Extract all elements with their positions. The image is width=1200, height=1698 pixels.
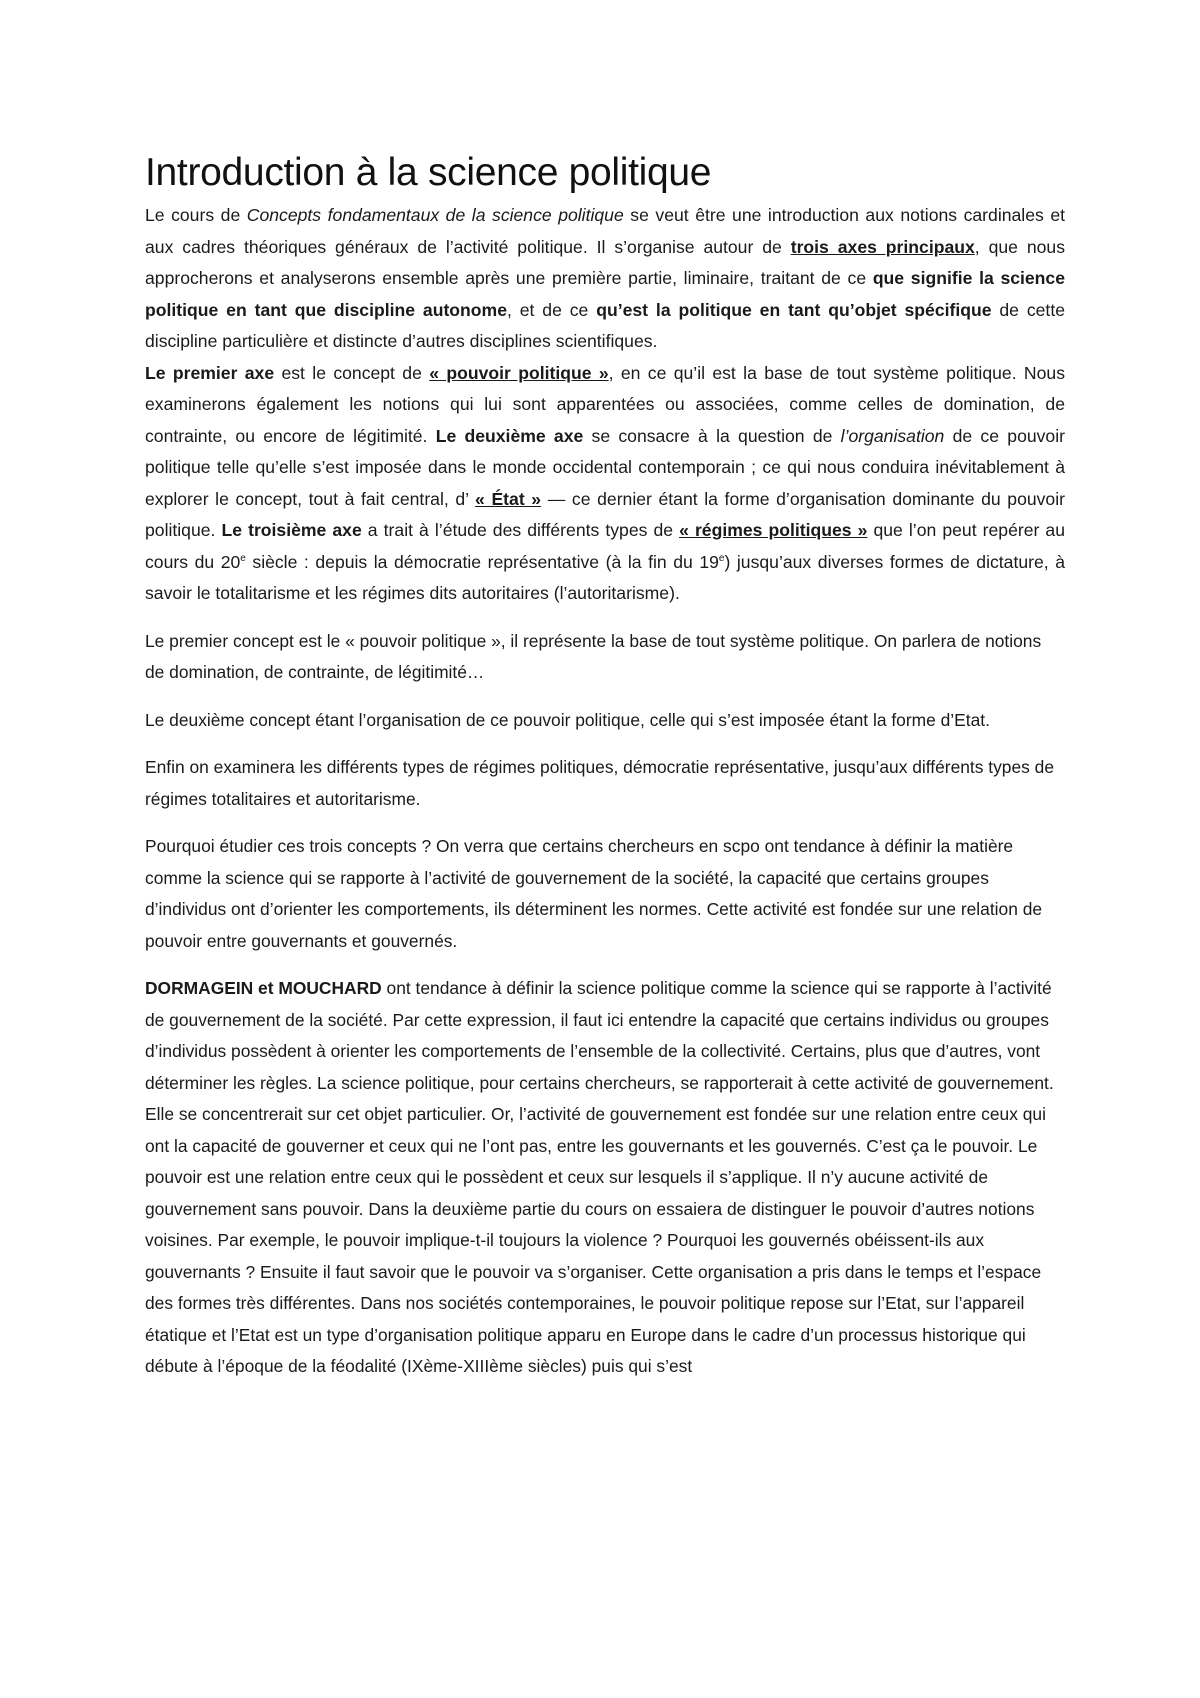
why-study-paragraph: Pourquoi étudier ces trois concepts ? On verra que certains chercheurs en scpo ont tendance à définir la matière comme la science qui se rapporte à l’activité de gouvernement de la société, la capacité que certains groupes d’individus ont d’orienter les comportements, ils déterminent les normes. Cette activité est fondée sur une relation de pouvoir entre gouvernants et gouvernés. (145, 836, 1043, 951)
text-span: se consacre à la question de (583, 425, 841, 446)
authors-bold: DORMAGEIN et MOUCHARD (145, 978, 382, 998)
text-span: Le cours de (145, 205, 247, 225)
three-axes-emphasis: trois axes principaux (790, 236, 975, 257)
text-span: , en ce qu’il est la base de tout système politique. Nous examinerons également les notions qui lui sont apparentées ou associées, comme celles de domination, de contrainte, ou encore de légitimité. (145, 362, 1066, 446)
third-concept-paragraph: Enfin on examinera les différents types de régimes politiques, démocratie représentative, jusqu’aux différents types de régimes totalitaires et autoritarisme. (145, 757, 1055, 809)
intro-paragraph (145, 200, 1065, 358)
first-axis-label: Le premier axe (145, 362, 275, 383)
text-span: de cette discipline particulière et distincte d’autres disciplines scientifiques. (145, 299, 1065, 351)
regimes-politiques-term: « régimes politiques » (679, 520, 868, 540)
document-page (145, 150, 1065, 1383)
etat-term: « État » (475, 488, 542, 509)
axes-paragraph (145, 358, 1065, 610)
text-span: siècle : depuis la démocratie représentative (à la fin du 19 (245, 551, 719, 572)
dormagein-paragraph (145, 973, 1065, 1383)
pouvoir-politique-term: « pouvoir politique » (429, 362, 609, 383)
text-span: est le concept de (274, 362, 430, 383)
superscript: e (718, 552, 725, 564)
text-span: , que nous approcherons et analyserons ensemble après une première partie, liminaire, traitant de ce (145, 236, 1065, 288)
document-title: Introduction à la science politique (145, 151, 712, 194)
text-span: de ce pouvoir politique telle qu’elle s’est imposée dans le monde occidental contemporain ; ce qui nous conduira inévitablement à explorer le concept, tout à fait central, d’ (145, 425, 1065, 509)
superscript: e (240, 552, 246, 564)
text-span: ont tendance à définir la science politique comme la science qui se rapporte à l’activité de gouvernement de la société. Par cette expression, il faut ici entendre la capacité que certains individus ou groupes d’individus possèdent à orienter les comportements de l’ensemble de la collectivité. Certains, plus que d’autres, vont déterminer les règles. La science politique, pour certains chercheurs, se rapporterait à cette activité de gouvernement. Elle se concentrerait sur cet objet particulier. Or, l’activité de gouvernement est fondée sur une relation entre ceux qui ont la capacité de gouverner et ceux qui ne l’ont pas, entre les gouvernants et les gouvernés. C’est ça le pouvoir. Le pouvoir est une relation entre ceux qui le possèdent et ceux sur lesquels il s’applique. Il n’y aucune activité de gouvernement sans pouvoir. Dans la deuxième partie du cours on essaiera de distinguer le pouvoir d’autres notions voisines. Par exemple, le pouvoir implique-t-il toujours la violence ? Pourquoi les gouvernés obéissent-ils aux gouvernants ? Ensuite il faut savoir que le pouvoir va s’organiser. Cette organisation a pris dans le temps et l’espace des formes très différentes. Dans nos sociétés contemporaines, le pouvoir politique repose sur l’Etat, sur l’appareil étatique et l’Etat est un type d’organisation politique apparu en Europe dans le cadre d’un processus historique qui débute à l’époque de la féodalité (IXème-XIIIème siècles) puis qui s’est (145, 978, 1054, 1376)
text-span: a trait à l’étude des différents types de (361, 520, 680, 540)
course-name-italic: Concepts fondamentaux de la science politique (246, 205, 624, 225)
organisation-italic: l’organisation (840, 425, 945, 446)
text-span: — ce dernier étant la forme d’organisation dominante du pouvoir politique. (145, 488, 1065, 540)
text-span: que l’on peut repérer au cours du 20 (145, 520, 1066, 572)
text-span: se veut être une introduction aux notions cardinales et aux cadres théoriques généraux de l’activité politique. Il s’organise autour de (145, 205, 1065, 257)
text-span: , et de ce (506, 299, 597, 320)
second-axis-label: Le deuxième axe (435, 425, 584, 446)
third-axis-label: Le troisième axe (221, 520, 362, 540)
text-span: ) jusqu’aux diverses formes de dictature, à savoir le totalitarisme et les régimes dits autoritaires (l’autoritarisme). (145, 551, 1065, 603)
bold-emphasis: qu’est la politique en tant qu’objet spécifique (596, 299, 992, 320)
bold-emphasis: que signifie la science politique en tant que discipline autonome (145, 268, 1066, 320)
second-concept-paragraph: Le deuxième concept étant l’organisation de ce pouvoir politique, celle qui s’est imposée étant la forme d’Etat. (145, 709, 990, 730)
first-concept-paragraph: Le premier concept est le « pouvoir politique », il représente la base de tout système politique. On parlera de notions de domination, de contrainte, de légitimité… (145, 630, 1042, 682)
